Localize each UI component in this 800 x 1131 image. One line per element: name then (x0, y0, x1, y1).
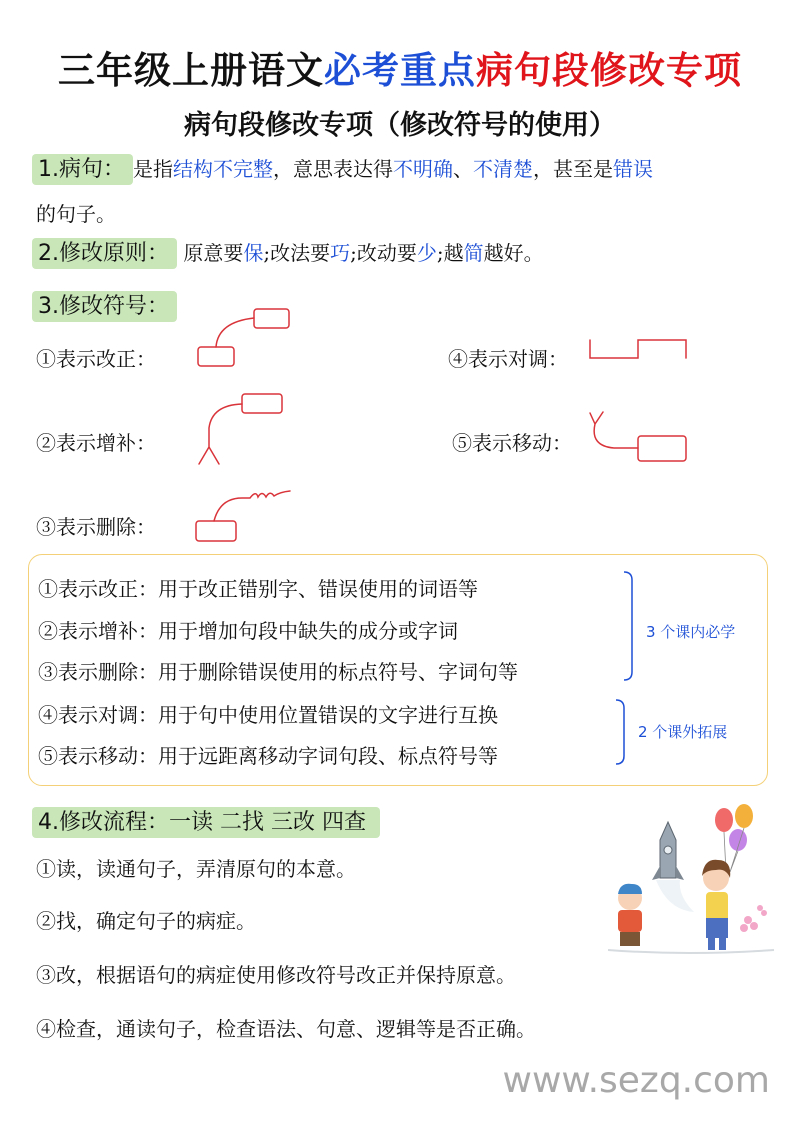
s1-t2: ，意思表达得 (273, 157, 393, 181)
s2-t5: 越好。 (483, 241, 544, 265)
note-extra: 2 个课外拓展 (638, 723, 728, 741)
section-2-heading: 2.修改原则： (32, 238, 177, 269)
step-3: ③改，根据语句的病症使用修改符号改正并保持原意。 (36, 963, 516, 987)
s2-b2: 巧 (330, 241, 351, 265)
s2-t2: ;改法要 (263, 241, 331, 265)
summary-line-2: ②表示增补：用于增加句段中缺失的成分或字词 (38, 619, 458, 643)
kids-illustration (598, 800, 778, 960)
step-1: ①读，读通句子，弄清原句的本意。 (36, 857, 356, 881)
summary-line-5: ⑤表示移动：用于远距离移动字词句段、标点符号等 (38, 744, 498, 768)
summary-line-3: ③表示删除：用于删除错误使用的标点符号、字词句等 (38, 660, 518, 684)
bracket-2-icon (616, 700, 624, 764)
step-2: ②找，确定句子的病症。 (36, 909, 256, 933)
s1-t4: ，甚至是 (533, 157, 613, 181)
step-4: ④检查，通读句子，检查语法、句意、逻辑等是否正确。 (36, 1017, 536, 1041)
summary-line-1: ①表示改正：用于改正错别字、错误使用的词语等 (38, 577, 478, 601)
boy-icon (618, 884, 642, 946)
section-4-heading: 4.修改流程：一读 二找 三改 四查 (32, 807, 380, 838)
title-part-1: 三年级上册语文 (58, 49, 324, 92)
section-4-line (32, 805, 380, 836)
symbol-label-swap: ④表示对调： (448, 347, 568, 371)
summary-line-4: ④表示对调：用于句中使用位置错误的文字进行互换 (38, 703, 498, 727)
s1-t1: 是指 (133, 157, 173, 181)
s1-b2: 不明确 (393, 157, 453, 181)
note-in-class: 3 个课内必学 (646, 623, 736, 641)
bracket-1-icon (624, 572, 632, 680)
section-3-heading: 3.修改符号： (32, 291, 177, 322)
s2-b4: 简 (463, 241, 484, 265)
s2-b1: 保 (243, 241, 264, 265)
s2-t1: 原意要 (183, 241, 244, 265)
symbol-label-move: ⑤表示移动： (452, 431, 572, 455)
s2-t3: ;改动要 (350, 241, 417, 265)
page-subtitle: 病句段修改专项（修改符号的使用） (184, 110, 616, 141)
symbol-label-delete: ③表示删除： (36, 515, 156, 539)
s1-t3: 、 (453, 157, 473, 181)
s1-b1: 结构不完整 (173, 157, 273, 181)
s1-b3: 不清楚 (473, 157, 533, 181)
s2-b3: 少 (416, 241, 437, 265)
rocket-icon (652, 822, 694, 912)
title-part-2: 必考重点 (324, 49, 476, 92)
symbol-label-insert: ②表示增补： (36, 431, 156, 455)
section-1-heading: 1.病句： (32, 154, 133, 185)
s2-t4: ;越 (436, 241, 464, 265)
title-part-3: 病句段修改专项 (476, 49, 742, 92)
girl-icon (702, 860, 730, 950)
watermark: www.sezq.com (502, 1060, 770, 1101)
s1-b4: 错误 (613, 157, 653, 181)
s1-t5: 的句子。 (36, 202, 116, 226)
symbol-label-correct: ①表示改正： (36, 347, 156, 371)
flowers-icon (740, 905, 767, 932)
